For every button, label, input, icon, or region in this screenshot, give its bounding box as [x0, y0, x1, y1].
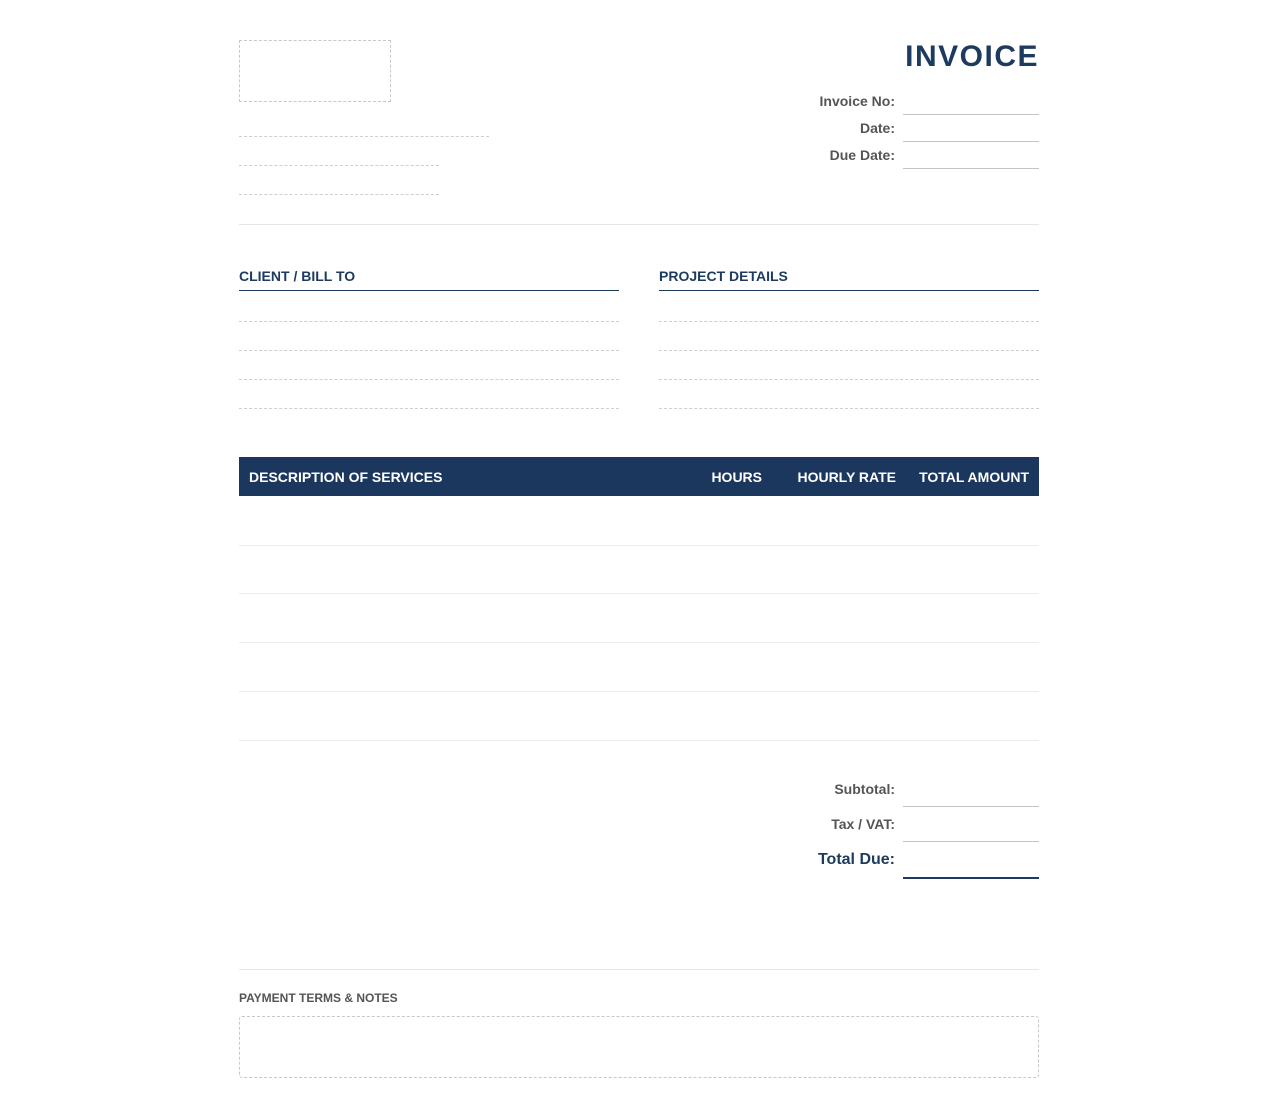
total-due-label: Total Due: [817, 851, 895, 868]
client-section-heading: CLIENT / BILL TO [239, 268, 356, 284]
table-row[interactable] [239, 692, 1039, 741]
subtotal-label: Subtotal: [834, 781, 895, 797]
tax-label: Tax / VAT: [831, 816, 895, 832]
client-line[interactable] [239, 350, 619, 351]
due-date-field[interactable] [903, 168, 1039, 169]
client-heading-rule [239, 290, 619, 291]
services-table-header [239, 457, 1039, 496]
column-description: DESCRIPTION OF SERVICES [249, 469, 443, 485]
project-section-heading: PROJECT DETAILS [659, 268, 788, 284]
column-hours: HOURS [711, 469, 762, 485]
client-line[interactable] [239, 321, 619, 322]
table-row[interactable] [239, 643, 1039, 692]
invoice-no-field[interactable] [903, 114, 1039, 115]
table-row[interactable] [239, 496, 1039, 546]
logo-placeholder[interactable] [239, 40, 391, 102]
invoice-title: INVOICE [905, 40, 1039, 73]
project-line[interactable] [659, 379, 1039, 380]
column-total-amount: TOTAL AMOUNT [919, 469, 1029, 485]
header-divider [239, 224, 1039, 225]
subtotal-field[interactable] [903, 806, 1039, 807]
company-address-field[interactable] [239, 165, 439, 166]
client-line[interactable] [239, 379, 619, 380]
project-line[interactable] [659, 321, 1039, 322]
project-line[interactable] [659, 408, 1039, 409]
date-label: Date: [859, 120, 895, 136]
total-due-field[interactable] [903, 877, 1039, 879]
project-line[interactable] [659, 350, 1039, 351]
due-date-label: Due Date: [829, 147, 895, 163]
tax-field[interactable] [903, 841, 1039, 842]
table-row[interactable] [239, 545, 1039, 594]
table-row[interactable] [239, 594, 1039, 643]
invoice-no-label: Invoice No: [819, 93, 895, 109]
column-hourly-rate: HOURLY RATE [797, 469, 896, 485]
client-line[interactable] [239, 408, 619, 409]
company-name-field[interactable] [239, 136, 489, 137]
payment-terms-notes-box[interactable] [239, 1016, 1039, 1078]
company-contact-field[interactable] [239, 194, 439, 195]
footer-divider [239, 969, 1039, 970]
project-heading-rule [659, 290, 1039, 291]
date-field[interactable] [903, 141, 1039, 142]
payment-terms-label: PAYMENT TERMS & NOTES [239, 991, 398, 1005]
